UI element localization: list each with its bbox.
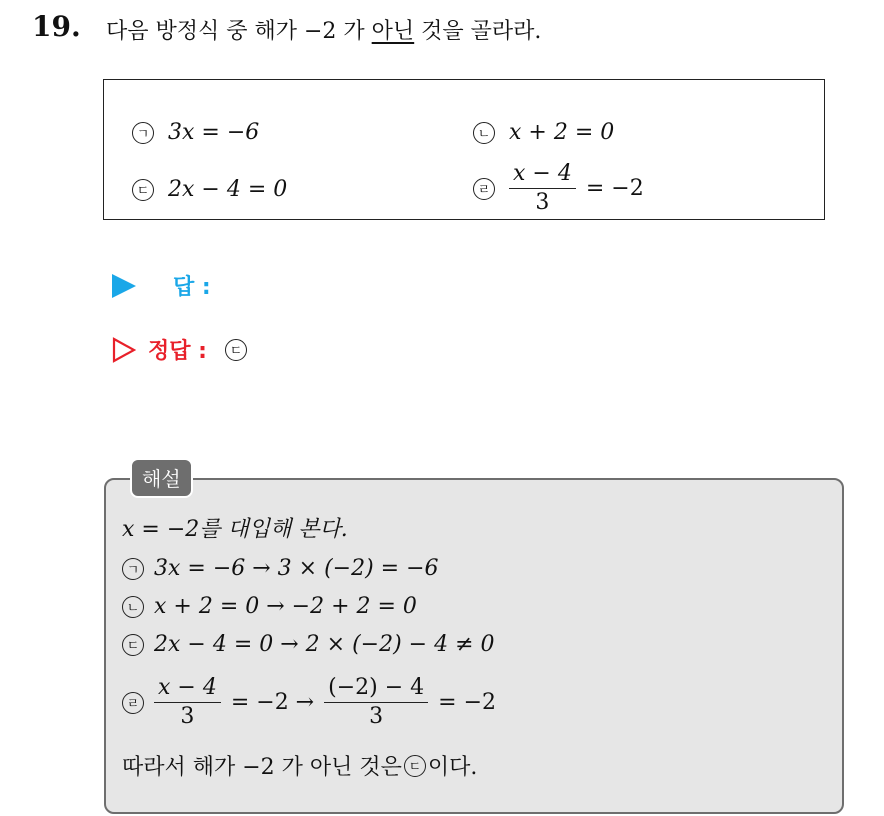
play-triangle-icon [112, 274, 136, 298]
choice-marker: ㄱ [132, 122, 154, 144]
explanation-marker: ㄱ [122, 558, 144, 580]
explanation-tag: 해설 [130, 458, 193, 498]
choice-expr: 2x − 4 = 0 [168, 177, 288, 202]
explanation-marker: ㄹ [122, 692, 144, 714]
choice-1[interactable] [132, 120, 259, 145]
choice-marker: ㄴ [473, 122, 495, 144]
correct-answer-marker: ㄷ [225, 339, 247, 361]
choice-4[interactable] [473, 162, 644, 215]
explanation-mid: = −2 → [230, 690, 315, 716]
correct-answer-label: 정답 : [148, 339, 207, 364]
correct-answer-row [112, 334, 247, 365]
explanation-expr: 2x − 4 = 0 → 2 × (−2) − 4 ≠ 0 [154, 632, 495, 657]
explanation-line-1 [122, 556, 439, 581]
explanation-end: = −2 [438, 690, 496, 716]
fraction-numerator: x − 4 [154, 676, 221, 703]
fraction-denominator: 3 [180, 704, 195, 730]
conclusion-after: 이다. [427, 755, 478, 780]
explanation-line-3 [122, 632, 495, 657]
question-text-after: 것을 골라라. [414, 19, 542, 44]
choice-marker: ㄷ [132, 179, 154, 201]
explanation-expr: x + 2 = 0 → −2 + 2 = 0 [154, 594, 417, 619]
conclusion-marker: ㄷ [404, 755, 426, 777]
explanation-marker: ㄷ [122, 634, 144, 656]
outline-triangle-icon [112, 337, 136, 363]
explanation-line-2 [122, 594, 417, 619]
fraction-numerator: (−2) − 4 [324, 676, 428, 703]
choice-2[interactable] [473, 120, 614, 145]
choice-box [103, 79, 825, 220]
explanation-line-4 [122, 676, 496, 729]
choice-rhs: = −2 [585, 176, 644, 202]
question-text-before: 다음 방정식 중 해가 −2 가 [106, 19, 372, 44]
fraction [324, 676, 428, 729]
fraction-denominator: 3 [369, 704, 384, 730]
choice-expr: 3x = −6 [168, 120, 260, 145]
fraction [509, 162, 576, 215]
question-text [106, 14, 541, 45]
conclusion-before: 따라서 해가 −2 가 아닌 것은 [122, 755, 402, 780]
question-number: 19. [32, 10, 81, 43]
answer-label: 답 : [173, 275, 211, 300]
choice-expr: x + 2 = 0 [509, 120, 615, 145]
question-text-underlined: 아닌 [371, 19, 415, 44]
explanation-expr: 3x = −6 → 3 × (−2) = −6 [154, 556, 439, 581]
choice-3[interactable] [132, 177, 287, 202]
explanation-intro-text: x = −2를 대입해 본다. [122, 517, 348, 542]
fraction-numerator: x − 4 [509, 162, 576, 189]
choice-marker: ㄹ [473, 178, 495, 200]
answer-row [112, 270, 211, 301]
explanation-conclusion [122, 750, 477, 781]
explanation-marker: ㄴ [122, 596, 144, 618]
explanation-intro [122, 512, 348, 543]
fraction-denominator: 3 [535, 190, 550, 216]
fraction [154, 676, 221, 729]
